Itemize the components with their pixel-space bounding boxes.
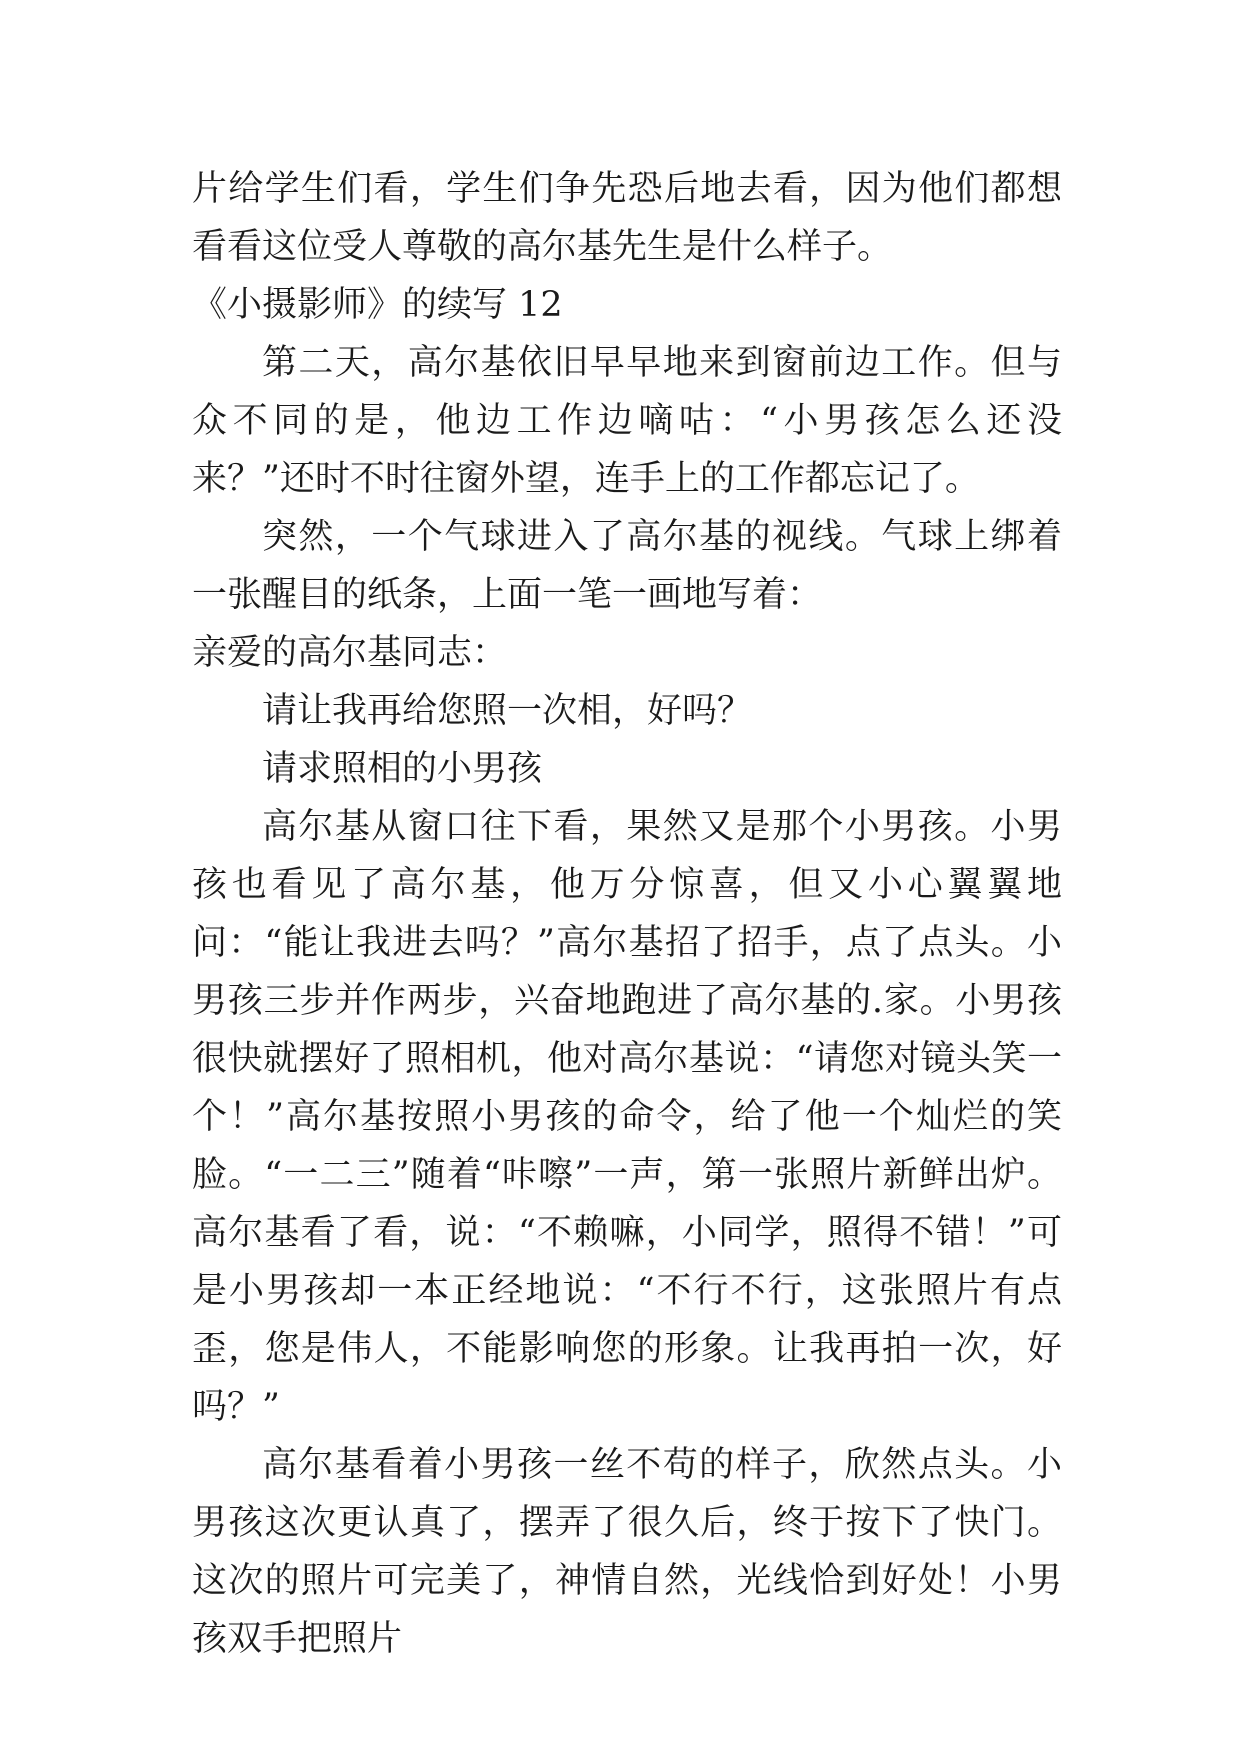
document-body <box>192 160 1062 1668</box>
paragraph: 第二天，高尔基依旧早早地来到窗前边工作。但与众不同的是，他边工作边嘀咕：“小男孩怎么还没来？”还时不时往窗外望，连手上的工作都忘记了。 <box>192 343 1062 499</box>
paragraph: 高尔基从窗口往下看，果然又是那个小男孩。小男孩也看见了高尔基，他万分惊喜，但又小心翼翼地问：“能让我进去吗？”高尔基招了招手，点了点头。小男孩三步并作两步，兴奋地跑进了高尔基的.家。小男孩很快就摆好了照相机，他对高尔基说：“请您对镜头笑一个！”高尔基按照小男孩的命令，给了他一个灿烂的笑脸。“一二三”随着“咔嚓”一声，第一张照片新鲜出炉。高尔基看了看，说：“不赖嘛，小同学，照得不错！”可是小男孩却一本正经地说：“不行不行，这张照片有点歪，您是伟人，不能影响您的形象。让我再拍一次，好吗？” <box>192 807 1062 1427</box>
paragraph: 高尔基看着小男孩一丝不苟的样子，欣然点头。小男孩这次更认真了，摆弄了很久后，终于按下了快门。这次的照片可完美了，神情自然，光线恰到好处！小男孩双手把照片 <box>192 1445 1062 1659</box>
paragraph: 突然，一个气球进入了高尔基的视线。气球上绑着一张醒目的纸条，上面一笔一画地写着： <box>192 517 1062 615</box>
section-heading: 《小摄影师》的续写 12 <box>192 285 563 325</box>
letter-salutation: 亲爱的高尔基同志： <box>192 633 508 673</box>
letter-signature: 请求照相的小男孩 <box>262 749 543 789</box>
paragraph: 片给学生们看，学生们争先恐后地去看，因为他们都想看看这位受人尊敬的高尔基先生是什么样子。 <box>192 169 1062 267</box>
letter-body: 请让我再给您照一次相，好吗？ <box>262 691 753 731</box>
